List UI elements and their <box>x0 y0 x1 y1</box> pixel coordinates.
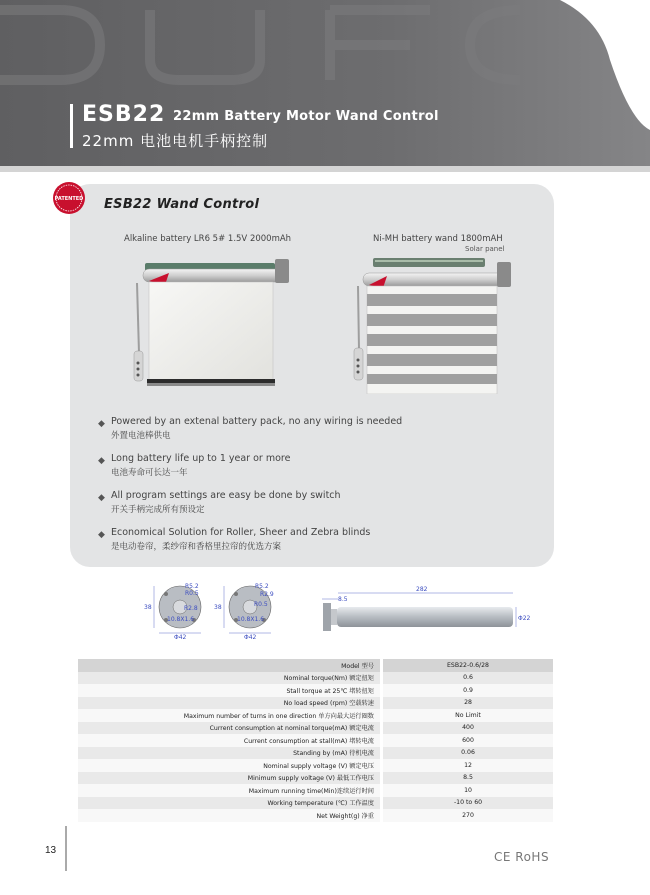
diamond-bullet-icon: ◆ <box>98 529 105 539</box>
section-heading: ESB22 Wand Control <box>104 197 260 212</box>
spec-value: 8.5 <box>383 772 553 785</box>
feature-bullet-1 <box>98 416 518 442</box>
spec-label: Stall torque at 25℃ 堵转扭矩 <box>78 684 380 697</box>
patented-badge <box>52 181 86 215</box>
spec-value: 10 <box>383 784 553 797</box>
roller-blind-product-image <box>125 253 295 393</box>
table-row <box>78 784 553 797</box>
head-height-label: 38 <box>144 604 152 611</box>
spec-value: 600 <box>383 734 553 747</box>
table-row <box>78 747 553 760</box>
spec-label: Maximum number of turns in one direction 单方向最大运行圈数 <box>78 709 380 722</box>
chinese-title: 22mm 电池电机手柄控制 <box>82 132 269 150</box>
spec-label: No load speed (rpm) 空载转速 <box>78 697 380 710</box>
table-row <box>78 734 553 747</box>
header-banner <box>0 0 650 180</box>
feature-text-en: Powered by an extenal battery pack, no any wiring is needed <box>111 416 403 427</box>
feature-text-cn: 电池寿命可长达一年 <box>111 468 188 478</box>
feature-bullet-3 <box>98 490 518 516</box>
diamond-bullet-icon: ◆ <box>98 418 105 428</box>
tube-offset-label: 8.5 <box>338 596 348 603</box>
spec-value: No Limit <box>383 709 553 722</box>
table-row <box>78 709 553 722</box>
feature-text-cn: 外置电池棒供电 <box>111 431 171 441</box>
motor-head-drawing-a <box>130 580 215 640</box>
spec-label: Current consumption at stall(mA) 堵转电流 <box>78 734 380 747</box>
english-title: 22mm Battery Motor Wand Control <box>173 109 439 124</box>
head-diameter-label: Φ42 <box>174 634 187 640</box>
spec-table <box>78 659 553 822</box>
tube-length-label: 282 <box>416 586 428 593</box>
spec-value: ESB22-0.6/28 <box>383 659 553 672</box>
spec-label: Net Weight(g) 净重 <box>78 809 380 822</box>
spec-value: -10 to 60 <box>383 797 553 810</box>
right-product-caption: Ni-MH battery wand 1800mAH <box>373 234 503 244</box>
dimension-label: R5.2 <box>255 583 269 590</box>
motor-tube-drawing <box>318 583 533 641</box>
table-header-row <box>78 659 553 672</box>
feature-text-en: Long battery life up to 1 year or more <box>111 453 291 464</box>
table-row <box>78 697 553 710</box>
feature-text-cn: 是电动卷帘，柔纱帘和香格里拉帘的优选方案 <box>111 542 282 552</box>
dimension-label: R2.9 <box>260 591 274 598</box>
table-row <box>78 772 553 785</box>
motor-head-drawing-b <box>210 580 295 640</box>
left-product-caption: Alkaline battery LR6 5# 1.5V 2000mAh <box>124 234 292 244</box>
spec-value: 0.9 <box>383 684 553 697</box>
spec-label: Minimum supply voltage (V) 最低工作电压 <box>78 772 380 785</box>
zebra-blind-product-image <box>345 252 520 394</box>
table-row <box>78 684 553 697</box>
spec-label: Nominal torque(Nm) 额定扭矩 <box>78 672 380 685</box>
dimension-label: R0.5 <box>185 590 199 597</box>
spec-label: Standing by (mA) 待机电流 <box>78 747 380 760</box>
page-number: 13 <box>45 845 57 856</box>
spec-label: Model 型号 <box>78 659 380 672</box>
spec-label: Nominal supply voltage (V) 额定电压 <box>78 759 380 772</box>
dimension-label: R5.2 <box>185 583 199 590</box>
certification-marks: CE RoHS <box>494 850 550 864</box>
head-height-label: 38 <box>214 604 222 611</box>
dimension-label: R2.8 <box>184 605 198 612</box>
dimension-label: R0.5 <box>254 601 268 608</box>
table-row <box>78 809 553 822</box>
feature-text-cn: 开关手柄完成所有预设定 <box>111 505 205 515</box>
dimension-label: 10.8X1.6 <box>167 616 195 623</box>
head-diameter-label: Φ42 <box>244 634 257 640</box>
table-row <box>78 797 553 810</box>
spec-label: Current consumption at nominal torque(mA) 额定电流 <box>78 722 380 735</box>
spec-table-body <box>78 659 553 822</box>
model-title: ESB22 <box>82 102 166 127</box>
table-row <box>78 759 553 772</box>
table-row <box>78 672 553 685</box>
solar-panel-caption: Solar panel <box>465 245 505 253</box>
feature-bullet-4 <box>98 527 518 553</box>
spec-value: 400 <box>383 722 553 735</box>
title-divider <box>70 104 73 148</box>
page-title-block <box>70 102 590 152</box>
spec-value: 28 <box>383 697 553 710</box>
diamond-bullet-icon: ◆ <box>98 492 105 502</box>
spec-value: 270 <box>383 809 553 822</box>
spec-value: 0.6 <box>383 672 553 685</box>
dimension-label: 10.8X1.6 <box>237 616 265 623</box>
tube-diameter-label: Φ22 <box>518 615 531 622</box>
spec-label: Maximum running time(Min)连续运行时间 <box>78 784 380 797</box>
spec-value: 0.06 <box>383 747 553 760</box>
table-row <box>78 722 553 735</box>
spec-value: 12 <box>383 759 553 772</box>
badge-text: PATENTED <box>54 196 84 202</box>
feature-text-en: Economical Solution for Roller, Sheer and Zebra blinds <box>111 527 371 538</box>
feature-bullet-2 <box>98 453 518 479</box>
diamond-bullet-icon: ◆ <box>98 455 105 465</box>
spec-label: Working temperature (℃) 工作温度 <box>78 797 380 810</box>
footer-divider <box>65 826 67 871</box>
feature-text-en: All program settings are easy be done by switch <box>111 490 341 501</box>
